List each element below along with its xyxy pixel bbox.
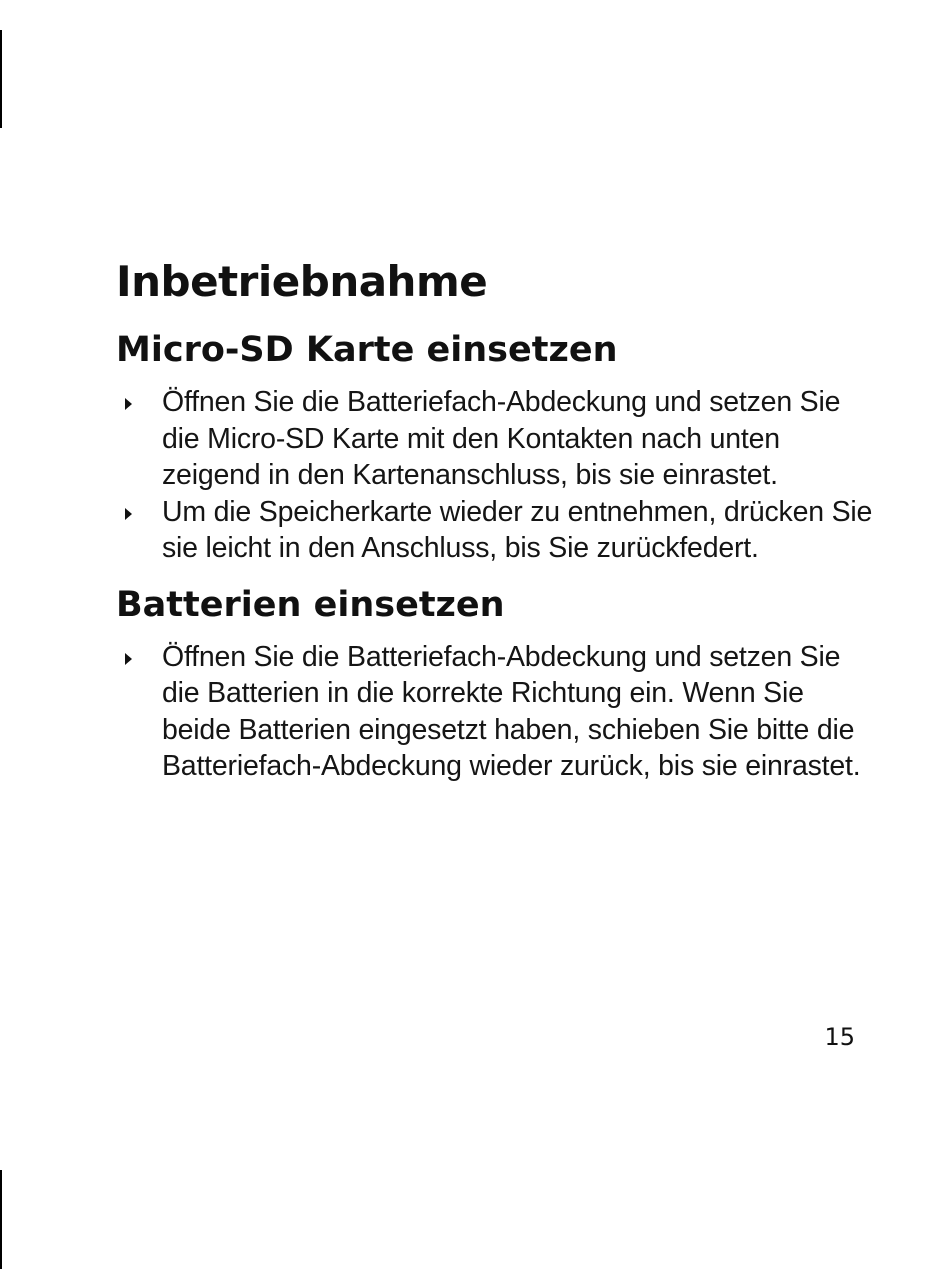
bullet-list-batterien: [116, 639, 876, 785]
triangle-bullet-icon: [125, 653, 132, 665]
list-item-text: Öffnen Sie die Batteriefach-Abdeckung und setzen Sie die Micro-SD Karte mit den Kontakten nach unten zeigend in den Kartenanschluss, bis sie einrastet.: [162, 386, 841, 491]
crop-mark-bottom: [0, 1170, 2, 1269]
section-heading-micro-sd: Micro-SD Karte einsetzen: [116, 330, 618, 370]
list-item-text: Um die Speicherkarte wieder zu entnehmen, drücken Sie sie leicht in den Anschluss, bis Sie zurückfedert.: [162, 495, 873, 564]
bullet-list-micro-sd: [116, 384, 876, 567]
crop-mark-top: [0, 30, 2, 128]
list-item: [116, 384, 876, 494]
list-item: [116, 494, 876, 567]
page-number: 15: [824, 1023, 855, 1051]
list-item: [116, 639, 876, 785]
page-title: Inbetriebnahme: [116, 257, 488, 306]
triangle-bullet-icon: [125, 508, 132, 520]
list-item-text: Öffnen Sie die Batteriefach-Abdeckung und setzen Sie die Batterien in die korrekte Richtung ein. Wenn Sie beide Batterien eingesetzt haben, schieben Sie bitte die Batteriefach-Abdeckung wieder zurück, bis sie einrastet.: [162, 640, 861, 782]
page-content: [116, 254, 876, 785]
section-heading-batterien: Batterien einsetzen: [116, 584, 505, 625]
triangle-bullet-icon: [125, 398, 132, 410]
